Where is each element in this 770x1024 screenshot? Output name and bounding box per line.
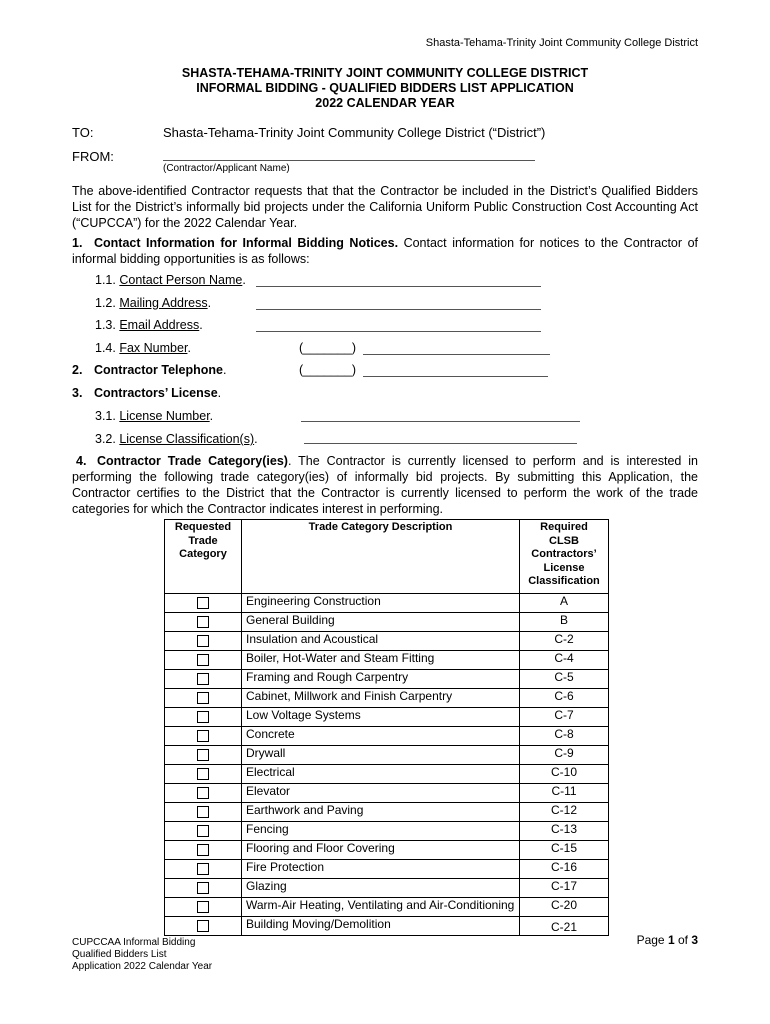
- col-header-license: Required CLSB Contractors’ License Classification: [520, 520, 609, 594]
- trade-description: Fencing: [242, 822, 520, 841]
- section-4-heading: Contractor Trade Category(ies): [97, 454, 288, 468]
- checkbox-cell: [165, 594, 242, 613]
- checkbox-cell: [165, 689, 242, 708]
- trade-checkbox[interactable]: [197, 597, 209, 609]
- license-classification-field[interactable]: [304, 443, 577, 444]
- trade-description: Low Voltage Systems: [242, 708, 520, 727]
- item-1-3-number: 1.3.: [95, 318, 116, 332]
- item-3-2-label: License Classification(s): [119, 432, 255, 446]
- item-3-1-number: 3.1.: [95, 409, 116, 423]
- checkbox-cell: [165, 841, 242, 860]
- trade-checkbox[interactable]: [197, 901, 209, 913]
- trade-description: Electrical: [242, 765, 520, 784]
- checkbox-cell: [165, 708, 242, 727]
- item-3-2-number: 3.2.: [95, 432, 116, 446]
- telephone-field[interactable]: [363, 376, 548, 377]
- section-2-number: 2.: [72, 363, 83, 377]
- contact-person-field[interactable]: [256, 286, 541, 287]
- footer: [72, 937, 212, 973]
- trade-description: Concrete: [242, 727, 520, 746]
- trade-checkbox[interactable]: [197, 863, 209, 875]
- section-3: [72, 386, 221, 400]
- item-1-2: [95, 296, 211, 310]
- checkbox-cell: [165, 898, 242, 917]
- checkbox-cell: [165, 746, 242, 765]
- trade-checkbox[interactable]: [197, 616, 209, 628]
- email-address-field[interactable]: [256, 331, 541, 332]
- mailing-address-field[interactable]: [256, 309, 541, 310]
- table-row: [165, 803, 609, 822]
- item-1-4-suffix: .: [187, 341, 191, 355]
- fax-number-field[interactable]: [363, 354, 550, 355]
- item-1-4-label: Fax Number: [119, 341, 188, 355]
- trade-checkbox[interactable]: [197, 635, 209, 647]
- document-title: [0, 66, 770, 111]
- item-1-3: [95, 318, 203, 332]
- footer-line-2: Qualified Bidders List: [72, 949, 167, 960]
- table-row: [165, 708, 609, 727]
- page-total: 3: [691, 933, 698, 947]
- section-2-suffix: .: [222, 363, 227, 377]
- item-1-4-number: 1.4.: [95, 341, 116, 355]
- trade-description: Elevator: [242, 784, 520, 803]
- footer-line-1: CUPCCAA Informal Bidding: [72, 937, 196, 948]
- item-1-4: [95, 341, 191, 355]
- table-row: [165, 860, 609, 879]
- license-classification: C-9: [520, 746, 609, 765]
- trade-checkbox[interactable]: [197, 882, 209, 894]
- section-4-number: 4.: [76, 454, 87, 468]
- trade-checkbox[interactable]: [197, 692, 209, 704]
- trade-description: Glazing: [242, 879, 520, 898]
- license-classification: C-10: [520, 765, 609, 784]
- phone-area-code[interactable]: (_______): [299, 363, 356, 377]
- checkbox-cell: [165, 917, 242, 936]
- to-label: TO:: [72, 125, 94, 140]
- page-number: [637, 933, 698, 947]
- license-classification: B: [520, 613, 609, 632]
- trade-checkbox[interactable]: [197, 673, 209, 685]
- page-current: 1: [667, 933, 675, 947]
- checkbox-cell: [165, 670, 242, 689]
- license-classification: C-6: [520, 689, 609, 708]
- table-row: [165, 765, 609, 784]
- table-row: [165, 594, 609, 613]
- table-body: [165, 594, 609, 936]
- trade-category-table: [164, 519, 609, 936]
- item-3-1-label: License Number: [119, 409, 210, 423]
- table-row: [165, 670, 609, 689]
- section-2-heading: Contractor Telephone: [94, 363, 223, 377]
- table-row: [165, 632, 609, 651]
- trade-checkbox[interactable]: [197, 920, 209, 932]
- title-line-3: 2022 CALENDAR YEAR: [315, 96, 455, 110]
- page-of: of: [674, 933, 692, 947]
- checkbox-cell: [165, 727, 242, 746]
- running-header: Shasta-Tehama-Trinity Joint Community College District: [425, 37, 698, 49]
- table-row: [165, 898, 609, 917]
- trade-checkbox[interactable]: [197, 654, 209, 666]
- trade-description: Framing and Rough Carpentry: [242, 670, 520, 689]
- trade-checkbox[interactable]: [197, 825, 209, 837]
- trade-description: Earthwork and Paving: [242, 803, 520, 822]
- item-3-2: [95, 432, 258, 446]
- item-1-1-suffix: .: [242, 273, 246, 287]
- checkbox-cell: [165, 860, 242, 879]
- title-line-1: SHASTA-TEHAMA-TRINITY JOINT COMMUNITY COLLEGE DISTRICT: [181, 66, 589, 80]
- table-row: [165, 689, 609, 708]
- trade-description: Engineering Construction: [242, 594, 520, 613]
- trade-checkbox[interactable]: [197, 711, 209, 723]
- license-classification: C-12: [520, 803, 609, 822]
- section-1: [72, 235, 698, 267]
- trade-checkbox[interactable]: [197, 806, 209, 818]
- item-1-2-suffix: .: [207, 296, 212, 310]
- item-3-1: [95, 409, 213, 423]
- checkbox-cell: [165, 784, 242, 803]
- from-name-field[interactable]: [163, 160, 535, 161]
- license-classification: C-7: [520, 708, 609, 727]
- trade-description: Insulation and Acoustical: [242, 632, 520, 651]
- license-classification: C-2: [520, 632, 609, 651]
- trade-checkbox[interactable]: [197, 749, 209, 761]
- license-classification: C-8: [520, 727, 609, 746]
- trade-description: Warm-Air Heating, Ventilating and Air-Conditioning: [242, 898, 520, 917]
- license-classification: C-13: [520, 822, 609, 841]
- trade-description: Boiler, Hot-Water and Steam Fitting: [242, 651, 520, 670]
- table-row: [165, 746, 609, 765]
- col-header-requested: Requested Trade Category: [165, 520, 242, 594]
- section-2: [72, 363, 226, 377]
- from-label: FROM:: [72, 149, 114, 164]
- fax-area-code[interactable]: (_______): [299, 341, 356, 355]
- footer-line-3: Application 2022 Calendar Year: [72, 961, 213, 972]
- section-1-text: Contact information for notices to the Contractor of informal bidding opportunities is as follows:: [72, 236, 698, 266]
- table-row: [165, 841, 609, 860]
- item-1-2-number: 1.2.: [95, 296, 116, 310]
- item-1-3-suffix: .: [199, 318, 203, 332]
- trade-checkbox[interactable]: [197, 768, 209, 780]
- checkbox-cell: [165, 651, 242, 670]
- table-row: [165, 613, 609, 632]
- table-row: [165, 917, 609, 936]
- to-value: Shasta-Tehama-Trinity Joint Community College District (“District”): [163, 125, 546, 140]
- intro-paragraph: The above-identified Contractor requests that that the Contractor be included in the District’s Qualified Bidders List for the District’s informally bid projects under the California Uniform Public Construction Cost Accounting Act (“CUPCCA”) for the 2022 Calendar Year.: [72, 184, 698, 230]
- section-3-suffix: .: [217, 386, 222, 400]
- license-classification: C-4: [520, 651, 609, 670]
- section-3-heading: Contractors’ License: [94, 386, 218, 400]
- table-row: [165, 727, 609, 746]
- table-row: [165, 822, 609, 841]
- license-classification: C-5: [520, 670, 609, 689]
- trade-checkbox[interactable]: [197, 844, 209, 856]
- checkbox-cell: [165, 879, 242, 898]
- checkbox-cell: [165, 632, 242, 651]
- page-prefix: Page: [636, 933, 668, 947]
- trade-description: Cabinet, Millwork and Finish Carpentry: [242, 689, 520, 708]
- trade-description: Drywall: [242, 746, 520, 765]
- item-3-2-suffix: .: [254, 432, 258, 446]
- trade-description: Flooring and Floor Covering: [242, 841, 520, 860]
- checkbox-cell: [165, 803, 242, 822]
- license-classification: C-21: [520, 917, 609, 936]
- item-1-3-label: Email Address: [119, 318, 200, 332]
- checkbox-cell: [165, 765, 242, 784]
- trade-description: Building Moving/Demolition: [242, 917, 520, 936]
- trade-description: Fire Protection: [242, 860, 520, 879]
- table-row: [165, 784, 609, 803]
- from-caption: (Contractor/Applicant Name): [163, 163, 290, 174]
- section-1-heading: Contact Information for Informal Bidding Notices.: [94, 236, 399, 250]
- trade-checkbox[interactable]: [197, 730, 209, 742]
- section-4-text: . The Contractor is currently licensed to perform and is interested in performing the following trade category(ies) of informally bid projects. By submitting this Application, the Contractor certifies to the District that the Contractor is currently licensed to perform the work of the trade categories for which the Contractor indicates interest in performing.: [72, 454, 698, 516]
- section-4: [72, 453, 698, 517]
- checkbox-cell: [165, 822, 242, 841]
- trade-checkbox[interactable]: [197, 787, 209, 799]
- section-1-number: 1.: [72, 236, 83, 250]
- item-3-1-suffix: .: [209, 409, 214, 423]
- col-header-description: Trade Category Description: [242, 520, 520, 594]
- item-1-1: [95, 273, 246, 287]
- license-classification: C-17: [520, 879, 609, 898]
- item-1-1-number: 1.1.: [95, 273, 116, 287]
- license-classification: A: [520, 594, 609, 613]
- checkbox-cell: [165, 613, 242, 632]
- section-3-number: 3.: [72, 386, 83, 400]
- item-1-1-label: Contact Person Name: [119, 273, 243, 287]
- license-classification: C-20: [520, 898, 609, 917]
- item-1-2-label: Mailing Address: [119, 296, 208, 310]
- license-classification: C-16: [520, 860, 609, 879]
- trade-description: General Building: [242, 613, 520, 632]
- license-classification: C-11: [520, 784, 609, 803]
- license-classification: C-15: [520, 841, 609, 860]
- table-row: [165, 651, 609, 670]
- title-line-2: INFORMAL BIDDING - QUALIFIED BIDDERS LIST APPLICATION: [196, 81, 574, 95]
- table-header-row: [165, 520, 609, 594]
- license-number-field[interactable]: [301, 421, 580, 422]
- table-row: [165, 879, 609, 898]
